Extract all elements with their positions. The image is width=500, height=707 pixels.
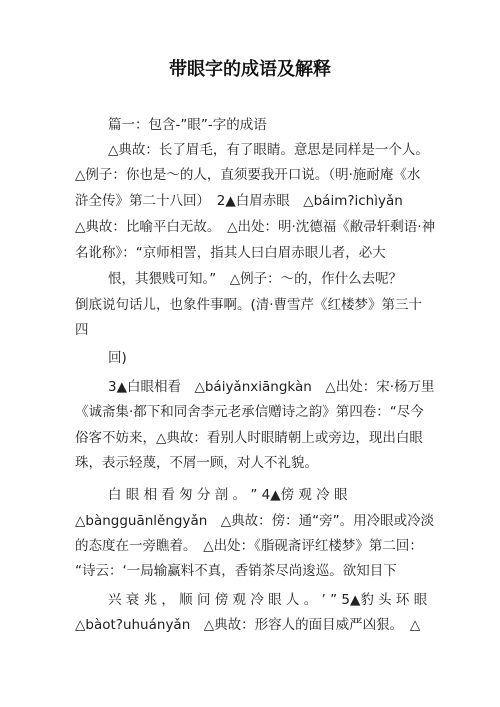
text-line: △典故：比喻平白无故。 △出处：明·沈德福《敝帚轩剩语·神 [75, 219, 436, 235]
text-line: 兴 衰 兆 ， 顺 问 傍 观 冷 眼 人 。 ’ ” 5▲豹 头 环 眼 [108, 592, 428, 608]
text-line: 名讹称》：“京师相詈，指其人曰白眉赤眼儿者，必大 [75, 245, 386, 261]
section-heading: 篇一：包含-”眼”-字的成语 [108, 117, 267, 133]
document-title: 带眼字的成语及解释 [169, 59, 331, 80]
text-line: 的态度在一旁瞧着。 △出处：《脂砚斋评红楼梦》第二回： [75, 538, 423, 554]
text-line: 白 眼 相 看 匆 分 剖 。 ” 4▲傍 观 冷 眼 [108, 487, 348, 503]
text-line: 俗客不妨来，△典故：看别人时眼睛朝上或旁边，现出白眼 [75, 430, 423, 446]
text-line: △bàngguānlěngyǎn △典故：傍：通“旁”。用冷眼或冷淡 [75, 513, 435, 529]
text-line: △例子：你也是～的人，直须要我开口说。（明·施耐庵《水 [75, 167, 421, 183]
text-line: 3▲白眼相看 △báiyǎnxiāngkàn △出处：宋·杨万里 [108, 379, 435, 395]
text-line: 珠，表示轻蔑，不屑一顾，对人不礼貌。 [75, 455, 318, 471]
text-line: △典故：长了眉毛，有了眼睛。意思是同样是一个人。 [108, 142, 429, 158]
text-line: 恨，其猥贱可知。” △例子：～的，作什么去呢？ [108, 271, 403, 287]
text-line: 《诚斋集·都下和同舍李元老承信赠诗之韵》第四卷：“尽今 [75, 404, 424, 420]
text-line: 倒底说句话儿，也象件事啊。(清·曹雪芹《红楼梦》第三十 [75, 297, 423, 313]
text-line: 浒全传》第二十八回） 2▲白眉赤眼 △báim?ichìyǎn [75, 193, 403, 209]
text-line: 回) [108, 350, 127, 366]
text-line: △bàot?uhuányǎn △典故：形容人的面目威严凶狠。 △ [75, 617, 421, 633]
text-line: “诗云：‘一局输赢料不真，香销茶尽尚逡巡。欲知目下 [75, 563, 397, 579]
text-line: 四 [75, 322, 89, 338]
